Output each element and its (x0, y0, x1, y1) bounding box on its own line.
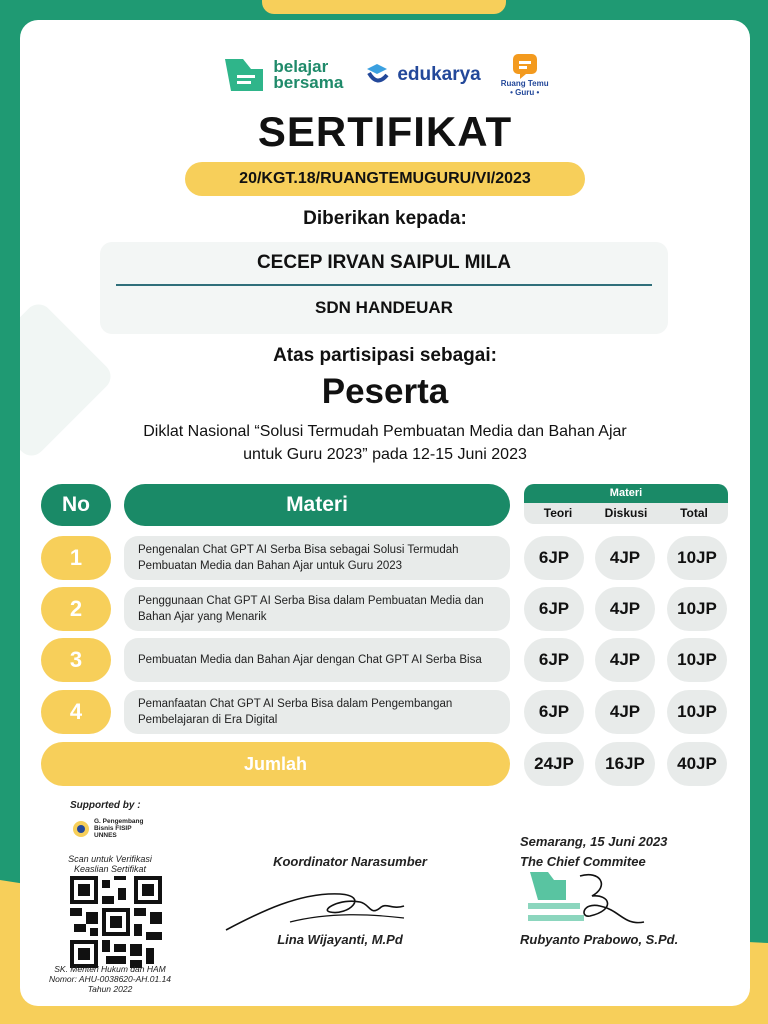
row-teori: 6JP (524, 638, 584, 682)
row-diskusi: 4JP (595, 536, 655, 580)
supported-by-label: Supported by : (70, 800, 141, 811)
row-total: 10JP (667, 536, 727, 580)
unnes-line-1: G. Pengembang (94, 818, 144, 825)
sum-diskusi: 16JP (595, 742, 655, 786)
row-total: 10JP (667, 587, 727, 631)
chief-name: Rubyanto Prabowo, S.Pd. (520, 932, 679, 947)
row-number: 2 (41, 587, 111, 631)
sk-line-2: Nomor: AHU-0038620-AH.01.14 (48, 974, 172, 984)
ruang-temu-guru-logo (501, 53, 549, 97)
recipient-school: SDN HANDEUAR (315, 298, 453, 317)
scan-line-2: Keaslian Sertifikat (73, 864, 147, 874)
table-row (20, 638, 750, 682)
logo-row (20, 40, 750, 110)
table-header-diskusi: Diskusi (604, 506, 648, 520)
row-number: 4 (41, 690, 111, 734)
row-number: 3 (41, 638, 111, 682)
table-header-materi: Materi (124, 484, 510, 526)
certificate-sheet (20, 20, 750, 1006)
certificate-number-badge: 20/KGT.18/RUANGTEMUGURU/VI/2023 (185, 162, 585, 196)
coordinator-title: Koordinator Narasumber (273, 854, 427, 869)
table-header-group: Materi (524, 484, 728, 503)
ruang-temu-guru-icon (510, 53, 540, 79)
belajar-text: belajar (273, 57, 329, 76)
recipient-name: CECEP IRVAN SAIPUL MILA (256, 252, 512, 273)
bersama-text: bersama (273, 73, 344, 92)
coordinator-name: Lina Wijayanti, M.Pd (277, 932, 403, 947)
chief-signature-stamp (520, 866, 650, 936)
table-row (20, 536, 750, 580)
unnes-icon (72, 820, 90, 838)
row-total: 10JP (667, 638, 727, 682)
given-to-label: Diberikan kepada: (303, 208, 467, 229)
row-diskusi: 4JP (595, 638, 655, 682)
background-top-tab (262, 0, 506, 14)
table-header-total: Total (680, 506, 708, 520)
sk-legal-note (38, 964, 182, 994)
table-row (20, 587, 750, 631)
qr-code[interactable] (70, 876, 162, 968)
edukarya-text: edukarya (397, 64, 481, 85)
unnes-line-3: UNNES (94, 832, 117, 839)
event-line-1: Diklat Nasional “Solusi Termudah Pembuatan Media dan Bahan Ajar (143, 423, 627, 440)
table-header-teori: Teori (543, 506, 573, 520)
table-sum-row (20, 742, 750, 786)
recipient-box (100, 242, 668, 334)
row-materi: Penggunaan Chat GPT AI Serba Bisa dalam Pembuatan Media dan Bahan Ajar yang Menarik (124, 587, 510, 631)
row-teori: 6JP (524, 690, 584, 734)
sum-teori: 24JP (524, 742, 584, 786)
participant-role: Peserta (321, 372, 449, 411)
row-materi: Pemanfaatan Chat GPT AI Serba Bisa dalam Pengembangan Pembelajaran di Era Digital (124, 690, 510, 734)
unnes-logo (72, 818, 143, 839)
event-description (60, 420, 710, 466)
participation-label: Atas partisipasi sebagai: (273, 345, 497, 366)
sum-label: Jumlah (41, 742, 510, 786)
row-materi: Pembuatan Media dan Bahan Ajar dengan Chat GPT AI Serba Bisa (124, 638, 510, 682)
edukarya-icon (363, 61, 391, 89)
row-total: 10JP (667, 690, 727, 734)
chief-title: The Chief Commitee (520, 854, 646, 869)
sk-line-3: Tahun 2022 (87, 984, 133, 994)
place-date: Semarang, 15 Juni 2023 (520, 834, 668, 849)
belajar-bersama-logo (221, 55, 343, 95)
guru-label: • Guru • (510, 88, 540, 97)
row-materi: Pengenalan Chat GPT AI Serba Bisa sebagai Solusi Termudah Pembuatan Media dan Bahan Ajar untuk Guru 2023 (124, 536, 510, 580)
event-line-2: untuk Guru 2023” pada 12-15 Juni 2023 (243, 446, 527, 463)
table-header-hours (524, 484, 728, 524)
table-header-no: No (41, 484, 111, 526)
ruang-temu-label: Ruang Temu (500, 79, 549, 88)
belajar-bersama-icon (221, 55, 267, 95)
row-teori: 6JP (524, 587, 584, 631)
row-teori: 6JP (524, 536, 584, 580)
scan-verification-label (50, 854, 170, 874)
row-number: 1 (41, 536, 111, 580)
certificate-title: SERTIFIKAT (257, 108, 513, 155)
table-row (20, 690, 750, 734)
row-diskusi: 4JP (595, 587, 655, 631)
edukarya-logo (363, 61, 480, 89)
sk-line-1: SK. Menteri Hukum dan HAM (54, 964, 166, 974)
scan-line-1: Scan untuk Verifikasi (68, 854, 152, 864)
coordinator-signature (220, 872, 410, 936)
name-underline (116, 284, 652, 286)
sum-total: 40JP (667, 742, 727, 786)
unnes-line-2: Bisnis FISIP (94, 825, 132, 832)
row-diskusi: 4JP (595, 690, 655, 734)
